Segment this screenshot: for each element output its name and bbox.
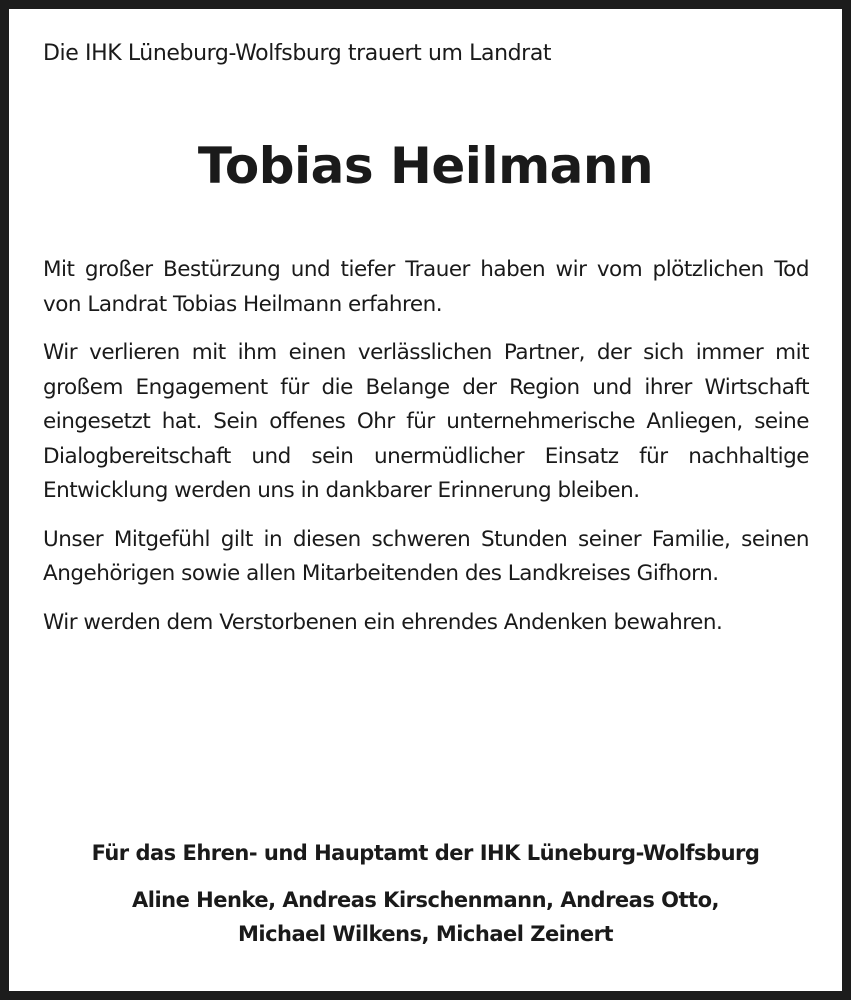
notice-header: Die IHK Lüneburg-Wolfsburg trauert um Landrat [43, 41, 552, 66]
paragraph-4: Wir werden dem Verstorbenen ein ehrendes Andenken bewahren. [43, 609, 723, 635]
signature-organization: Für das Ehren- und Hauptamt der IHK Lüneburg-Wolfsburg [91, 841, 760, 865]
signature-block [9, 841, 842, 951]
paragraph-2: Wir verlieren mit ihm einen verlässlichen Partner, der sich immer mit großem Engagement für die Belange der Region und ihrer Wirtschaft eingesetzt hat. Sein offenes Ohr für unternehmerische Anliegen, seine Dialogbereitschaft und sein unermüdlicher Einsatz für nachhaltige Entwicklung werden uns in dankbarer Erinnerung bleiben. [43, 340, 809, 503]
paragraph-1: Mit großer Bestürzung und tiefer Trauer haben wir vom plötzlichen Tod von Landrat Tobias Heilmann erfahren. [43, 257, 809, 317]
signature-names [9, 883, 842, 951]
signature-names-line-1: Aline Henke, Andreas Kirschenmann, Andreas Otto, [132, 888, 719, 912]
notice-body [43, 253, 809, 654]
deceased-name: Tobias Heilmann [197, 137, 654, 195]
signature-names-line-2: Michael Wilkens, Michael Zeinert [237, 922, 614, 946]
paragraph-3: Unser Mitgefühl gilt in diesen schweren Stunden seiner Familie, seinen Angehörigen sowie allen Mitarbeitenden des Landkreises Gifhorn. [43, 526, 809, 586]
